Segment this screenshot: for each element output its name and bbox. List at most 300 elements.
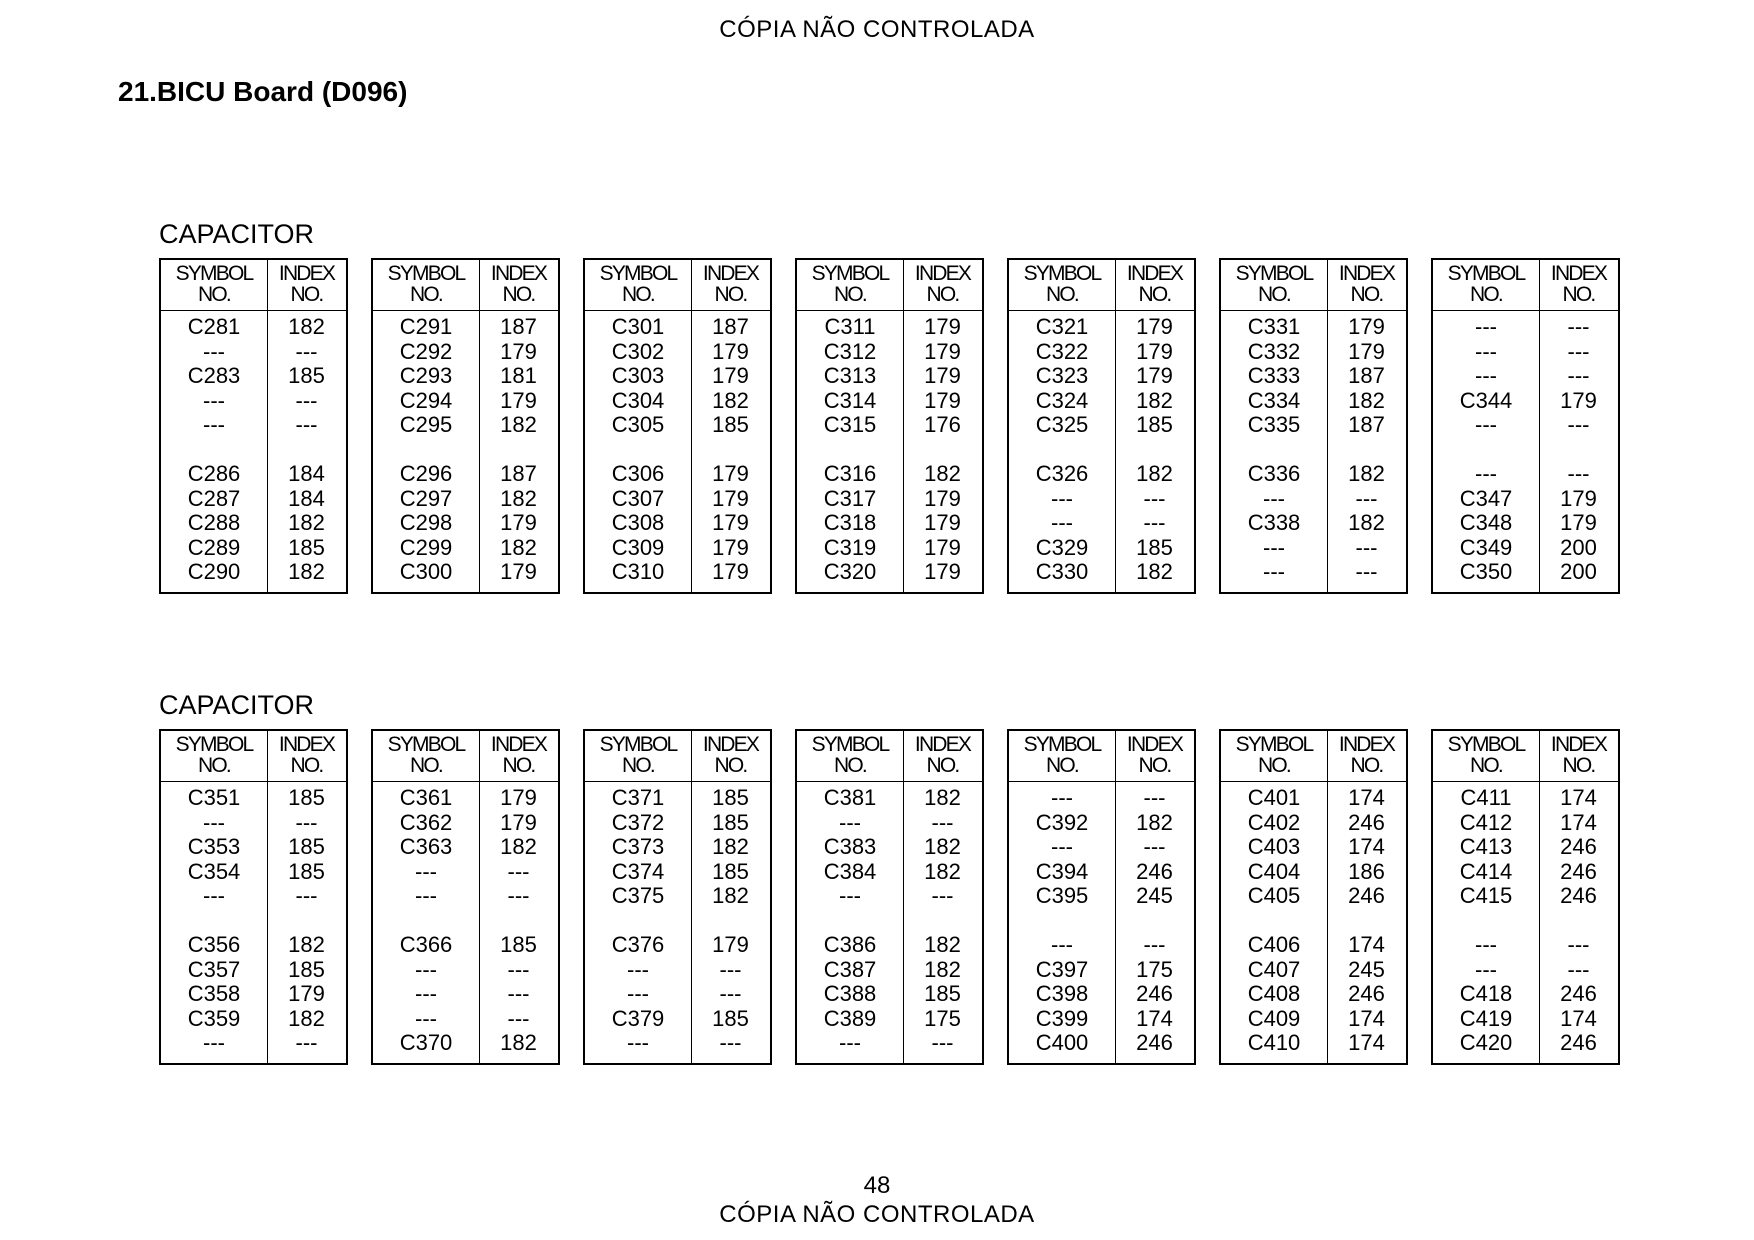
index-cell: 182 — [500, 485, 537, 511]
symbol-cell: --- — [1051, 932, 1073, 957]
row-spacer — [1327, 438, 1406, 463]
symbol-cell: C283 — [187, 363, 241, 388]
index-cell: 185 — [288, 834, 325, 859]
index-cell: 185 — [712, 412, 749, 437]
header-text: SYMBOL — [175, 733, 253, 756]
index-column — [479, 315, 558, 585]
index-cell: 179 — [712, 363, 749, 388]
index-cell: 181 — [500, 363, 537, 388]
index-cell: 200 — [1560, 559, 1597, 584]
index-cell: 187 — [500, 314, 537, 339]
header-text: NO. — [714, 754, 747, 777]
index-cell: 184 — [288, 485, 325, 511]
symbol-cell: --- — [1263, 534, 1285, 560]
index-cell: 179 — [500, 387, 537, 413]
symbol-column — [161, 315, 267, 585]
index-cell: 179 — [924, 314, 961, 339]
index-cell: --- — [507, 956, 530, 982]
index-cell: 182 — [924, 834, 961, 859]
index-cell: --- — [295, 338, 318, 364]
symbol-cell: C389 — [823, 1005, 877, 1031]
header-symbol-no — [585, 734, 691, 780]
index-cell: 179 — [712, 559, 749, 584]
parts-table — [1431, 729, 1620, 1065]
header-text: NO. — [834, 754, 866, 777]
header-divider — [797, 781, 982, 782]
header-index-no — [691, 263, 770, 309]
index-cell: --- — [295, 412, 318, 437]
symbol-cell: C287 — [187, 485, 241, 511]
header-symbol-no — [1433, 263, 1539, 309]
index-cell: 179 — [712, 461, 749, 486]
row-spacer — [161, 909, 267, 934]
index-cell: 185 — [712, 809, 749, 835]
index-cell: 187 — [1348, 363, 1385, 388]
index-cell: 182 — [288, 314, 325, 339]
row-spacer — [479, 909, 558, 934]
index-column — [1539, 315, 1618, 585]
symbol-cell: C326 — [1035, 461, 1089, 486]
row-spacer — [1433, 438, 1539, 463]
index-cell: 184 — [288, 461, 325, 486]
symbol-cell: C303 — [611, 363, 665, 388]
row-spacer — [691, 438, 770, 463]
symbol-cell: C297 — [399, 485, 453, 511]
index-cell: 179 — [924, 338, 961, 364]
symbol-column — [1433, 315, 1539, 585]
symbol-cell: C348 — [1459, 510, 1513, 535]
index-cell: --- — [507, 981, 530, 1006]
index-cell: --- — [507, 1005, 530, 1031]
symbol-cell: --- — [1051, 485, 1073, 511]
index-cell: --- — [295, 1030, 318, 1055]
section-label-2: CAPACITOR — [159, 690, 315, 720]
symbol-cell: C296 — [399, 461, 453, 486]
row-spacer — [1009, 909, 1115, 934]
index-cell: 245 — [1348, 956, 1385, 982]
header-symbol-no — [585, 263, 691, 309]
symbol-column — [1009, 315, 1115, 585]
header-text: INDEX — [278, 262, 335, 285]
symbol-cell: --- — [203, 387, 225, 413]
index-cell: 179 — [500, 510, 537, 535]
header-text: NO. — [502, 754, 535, 777]
index-column — [1115, 786, 1194, 1056]
header-symbol-no — [373, 263, 479, 309]
index-cell: --- — [1567, 412, 1590, 437]
symbol-cell: C288 — [187, 510, 241, 535]
index-cell: --- — [1567, 932, 1590, 957]
index-cell: --- — [295, 387, 318, 413]
header-text: INDEX — [278, 733, 335, 756]
symbol-cell: C318 — [823, 510, 877, 535]
symbol-cell: --- — [1475, 338, 1497, 364]
index-cell: 182 — [1136, 809, 1173, 835]
header-divider — [161, 310, 346, 311]
header-text: NO. — [714, 283, 747, 306]
symbol-cell: --- — [839, 1030, 861, 1055]
header-text: NO. — [1258, 283, 1290, 306]
symbol-cell: C307 — [611, 485, 665, 511]
header-text: NO. — [622, 283, 654, 306]
symbol-column — [585, 786, 691, 1056]
header-divider — [161, 781, 346, 782]
symbol-cell: C395 — [1035, 883, 1089, 908]
symbol-cell: C381 — [823, 785, 877, 810]
header-divider — [1009, 781, 1194, 782]
symbol-cell: --- — [415, 981, 437, 1006]
symbol-cell: C407 — [1247, 956, 1301, 982]
index-cell: --- — [1143, 785, 1166, 810]
symbol-cell: C330 — [1035, 559, 1089, 584]
index-column — [903, 315, 982, 585]
index-cell: 182 — [500, 1030, 537, 1055]
symbol-cell: C404 — [1247, 858, 1301, 884]
header-index-no — [903, 734, 982, 780]
symbol-cell: C373 — [611, 834, 665, 859]
index-cell: 182 — [924, 932, 961, 957]
symbol-cell: C289 — [187, 534, 241, 560]
header-text: NO. — [502, 283, 535, 306]
index-cell: 246 — [1560, 834, 1597, 859]
symbol-cell: C414 — [1459, 858, 1513, 884]
symbol-cell: C320 — [823, 559, 877, 584]
header-text: NO. — [1046, 283, 1078, 306]
header-text: INDEX — [702, 262, 759, 285]
index-cell: 182 — [712, 387, 749, 413]
index-cell: 182 — [288, 559, 325, 584]
header-text: SYMBOL — [599, 262, 677, 285]
header-text: NO. — [1258, 754, 1290, 777]
symbol-cell: C322 — [1035, 338, 1089, 364]
symbol-cell: C338 — [1247, 510, 1301, 535]
index-cell: --- — [931, 1030, 954, 1055]
symbol-cell: C312 — [823, 338, 877, 364]
symbol-cell: C290 — [187, 559, 241, 584]
symbol-cell: --- — [203, 412, 225, 437]
index-cell: --- — [1567, 363, 1590, 388]
index-cell: 246 — [1348, 809, 1385, 835]
index-cell: 185 — [924, 981, 961, 1006]
index-cell: 246 — [1348, 883, 1385, 908]
symbol-cell: --- — [415, 956, 437, 982]
index-cell: 246 — [1560, 883, 1597, 908]
symbol-cell: C409 — [1247, 1005, 1301, 1031]
header-text: INDEX — [490, 733, 547, 756]
symbol-cell: C361 — [399, 785, 453, 810]
header-text: NO. — [1562, 754, 1595, 777]
index-cell: --- — [719, 956, 742, 982]
index-cell: 175 — [924, 1005, 961, 1031]
symbol-cell: C420 — [1459, 1030, 1513, 1055]
index-cell: 179 — [712, 534, 749, 560]
header-text: SYMBOL — [1023, 262, 1101, 285]
row-spacer — [585, 438, 691, 463]
symbol-cell: C397 — [1035, 956, 1089, 982]
index-cell: --- — [1567, 314, 1590, 339]
index-cell: 179 — [924, 559, 961, 584]
index-cell: 185 — [500, 932, 537, 957]
symbol-cell: C386 — [823, 932, 877, 957]
symbol-cell: C294 — [399, 387, 453, 413]
index-column — [903, 786, 982, 1056]
parts-table — [159, 729, 348, 1065]
parts-table — [159, 258, 348, 594]
symbol-cell: C356 — [187, 932, 241, 957]
symbol-cell: --- — [203, 338, 225, 364]
symbol-cell: --- — [415, 883, 437, 908]
index-cell: 179 — [1560, 485, 1597, 511]
row-spacer — [1433, 909, 1539, 934]
header-index-no — [267, 734, 346, 780]
parts-table — [583, 258, 772, 594]
symbol-cell: C405 — [1247, 883, 1301, 908]
header-text: NO. — [1350, 283, 1383, 306]
symbol-cell: C298 — [399, 510, 453, 535]
header-text: INDEX — [1338, 733, 1395, 756]
header-index-no — [691, 734, 770, 780]
symbol-cell: C332 — [1247, 338, 1301, 364]
symbol-cell: C419 — [1459, 1005, 1513, 1031]
index-cell: 182 — [712, 834, 749, 859]
symbol-column — [1009, 786, 1115, 1056]
symbol-cell: --- — [627, 956, 649, 982]
row-spacer — [373, 909, 479, 934]
symbol-cell: C401 — [1247, 785, 1301, 810]
index-cell: 182 — [924, 785, 961, 810]
index-cell: 182 — [500, 534, 537, 560]
symbol-cell: C410 — [1247, 1030, 1301, 1055]
header-text: NO. — [926, 283, 959, 306]
row-spacer — [1539, 438, 1618, 463]
symbol-cell: C394 — [1035, 858, 1089, 884]
symbol-cell: C371 — [611, 785, 665, 810]
header-text: NO. — [1350, 754, 1383, 777]
index-cell: --- — [931, 883, 954, 908]
symbol-cell: C399 — [1035, 1005, 1089, 1031]
symbol-cell: C412 — [1459, 809, 1513, 835]
symbol-cell: --- — [1475, 956, 1497, 982]
index-cell: 179 — [500, 809, 537, 835]
header-text: NO. — [410, 754, 442, 777]
parts-table-row-1 — [159, 258, 1620, 594]
index-cell: 182 — [288, 510, 325, 535]
row-spacer — [903, 438, 982, 463]
parts-table — [1219, 258, 1408, 594]
index-cell: 179 — [924, 534, 961, 560]
symbol-cell: C402 — [1247, 809, 1301, 835]
symbol-cell: C374 — [611, 858, 665, 884]
header-text: SYMBOL — [387, 262, 465, 285]
symbol-cell: C315 — [823, 412, 877, 437]
header-index-no — [267, 263, 346, 309]
symbol-cell: C324 — [1035, 387, 1089, 413]
symbol-cell: C325 — [1035, 412, 1089, 437]
symbol-cell: --- — [203, 1030, 225, 1055]
row-spacer — [1115, 909, 1194, 934]
header-text: NO. — [1562, 283, 1595, 306]
symbol-cell: --- — [1051, 785, 1073, 810]
header-divider — [1433, 781, 1618, 782]
header-symbol-no — [1009, 734, 1115, 780]
index-cell: 182 — [712, 883, 749, 908]
header-divider — [1009, 310, 1194, 311]
index-cell: 246 — [1136, 981, 1173, 1006]
index-cell: 174 — [1348, 785, 1385, 810]
header-text: NO. — [1138, 283, 1171, 306]
index-cell: --- — [1567, 956, 1590, 982]
row-spacer — [1221, 438, 1327, 463]
symbol-cell: C301 — [611, 314, 665, 339]
index-cell: 185 — [288, 534, 325, 560]
index-cell: --- — [1355, 559, 1378, 584]
header-symbol-no — [797, 263, 903, 309]
header-symbol-no — [1221, 734, 1327, 780]
symbol-cell: C336 — [1247, 461, 1301, 486]
header-text: SYMBOL — [1235, 733, 1313, 756]
index-cell: --- — [1143, 932, 1166, 957]
symbol-cell: --- — [1051, 510, 1073, 535]
index-cell: 185 — [288, 363, 325, 388]
index-column — [479, 786, 558, 1056]
index-cell: 185 — [712, 1005, 749, 1031]
header-text: SYMBOL — [387, 733, 465, 756]
index-cell: 246 — [1560, 858, 1597, 884]
header-index-no — [1327, 734, 1406, 780]
header-divider — [1221, 310, 1406, 311]
header-index-no — [1327, 263, 1406, 309]
index-cell: 185 — [1136, 534, 1173, 560]
header-text: SYMBOL — [811, 733, 889, 756]
index-cell: --- — [1355, 534, 1378, 560]
index-cell: --- — [507, 858, 530, 884]
header-text: NO. — [290, 283, 323, 306]
symbol-cell: C398 — [1035, 981, 1089, 1006]
parts-table — [1007, 258, 1196, 594]
index-cell: 179 — [500, 338, 537, 364]
symbol-cell: --- — [203, 809, 225, 835]
parts-table — [371, 729, 560, 1065]
index-column — [267, 786, 346, 1056]
symbol-cell: C366 — [399, 932, 453, 957]
index-cell: 185 — [288, 858, 325, 884]
header-symbol-no — [1221, 263, 1327, 309]
header-text: NO. — [1470, 754, 1502, 777]
header-text: SYMBOL — [175, 262, 253, 285]
header-text: SYMBOL — [811, 262, 889, 285]
row-spacer — [1327, 909, 1406, 934]
index-cell: 179 — [712, 932, 749, 957]
header-divider — [1433, 310, 1618, 311]
header-text: INDEX — [1550, 733, 1607, 756]
index-cell: 179 — [1348, 314, 1385, 339]
row-spacer — [1221, 909, 1327, 934]
symbol-cell: C319 — [823, 534, 877, 560]
index-cell: 246 — [1560, 981, 1597, 1006]
symbol-cell: C310 — [611, 559, 665, 584]
symbol-cell: C363 — [399, 834, 453, 859]
symbol-cell: C384 — [823, 858, 877, 884]
index-cell: 182 — [924, 956, 961, 982]
index-column — [1115, 315, 1194, 585]
symbol-cell: C317 — [823, 485, 877, 511]
header-text: NO. — [926, 754, 959, 777]
row-spacer — [1539, 909, 1618, 934]
index-cell: 179 — [924, 387, 961, 413]
header-text: NO. — [1138, 754, 1171, 777]
header-text: SYMBOL — [1023, 733, 1101, 756]
index-cell: 185 — [288, 785, 325, 810]
index-cell: 182 — [1136, 387, 1173, 413]
header-text: NO. — [834, 283, 866, 306]
parts-table — [795, 729, 984, 1065]
index-cell: 182 — [1348, 510, 1385, 535]
symbol-cell: --- — [627, 1030, 649, 1055]
index-column — [1539, 786, 1618, 1056]
symbol-cell: --- — [839, 883, 861, 908]
symbol-cell: --- — [1475, 314, 1497, 339]
row-spacer — [691, 909, 770, 934]
symbol-cell: C370 — [399, 1030, 453, 1055]
header-divider — [1221, 781, 1406, 782]
index-cell: 182 — [1348, 387, 1385, 413]
index-cell: 174 — [1560, 1005, 1597, 1031]
symbol-cell: C418 — [1459, 981, 1513, 1006]
symbol-cell: C335 — [1247, 412, 1301, 437]
symbol-cell: C281 — [187, 314, 241, 339]
symbol-cell: C299 — [399, 534, 453, 560]
index-cell: --- — [295, 883, 318, 908]
index-cell: --- — [295, 809, 318, 835]
symbol-cell: --- — [415, 858, 437, 884]
index-cell: --- — [1567, 338, 1590, 364]
symbol-cell: --- — [627, 981, 649, 1006]
index-column — [1327, 315, 1406, 585]
symbol-cell: C350 — [1459, 559, 1513, 584]
header-index-no — [479, 263, 558, 309]
header-divider — [797, 310, 982, 311]
row-spacer — [1009, 438, 1115, 463]
index-column — [267, 315, 346, 585]
header-symbol-no — [373, 734, 479, 780]
header-symbol-no — [161, 734, 267, 780]
index-cell: 175 — [1136, 956, 1173, 982]
index-cell: 182 — [924, 461, 961, 486]
header-symbol-no — [161, 263, 267, 309]
symbol-cell: C379 — [611, 1005, 665, 1031]
parts-table — [795, 258, 984, 594]
symbol-cell: C403 — [1247, 834, 1301, 859]
symbol-cell: --- — [1475, 461, 1497, 486]
index-cell: 174 — [1560, 809, 1597, 835]
parts-table — [1219, 729, 1408, 1065]
symbol-cell: --- — [839, 809, 861, 835]
page-number: 48 — [863, 1172, 891, 1199]
symbol-cell: --- — [203, 883, 225, 908]
symbol-cell: C406 — [1247, 932, 1301, 957]
index-cell: 179 — [500, 559, 537, 584]
header-symbol-no — [1433, 734, 1539, 780]
symbol-cell: C357 — [187, 956, 241, 982]
index-cell: 182 — [500, 412, 537, 437]
symbol-cell: C300 — [399, 559, 453, 584]
parts-table — [371, 258, 560, 594]
index-cell: 245 — [1136, 883, 1173, 908]
index-cell: --- — [931, 809, 954, 835]
symbol-cell: --- — [1475, 412, 1497, 437]
symbol-column — [797, 786, 903, 1056]
index-cell: 185 — [1136, 412, 1173, 437]
